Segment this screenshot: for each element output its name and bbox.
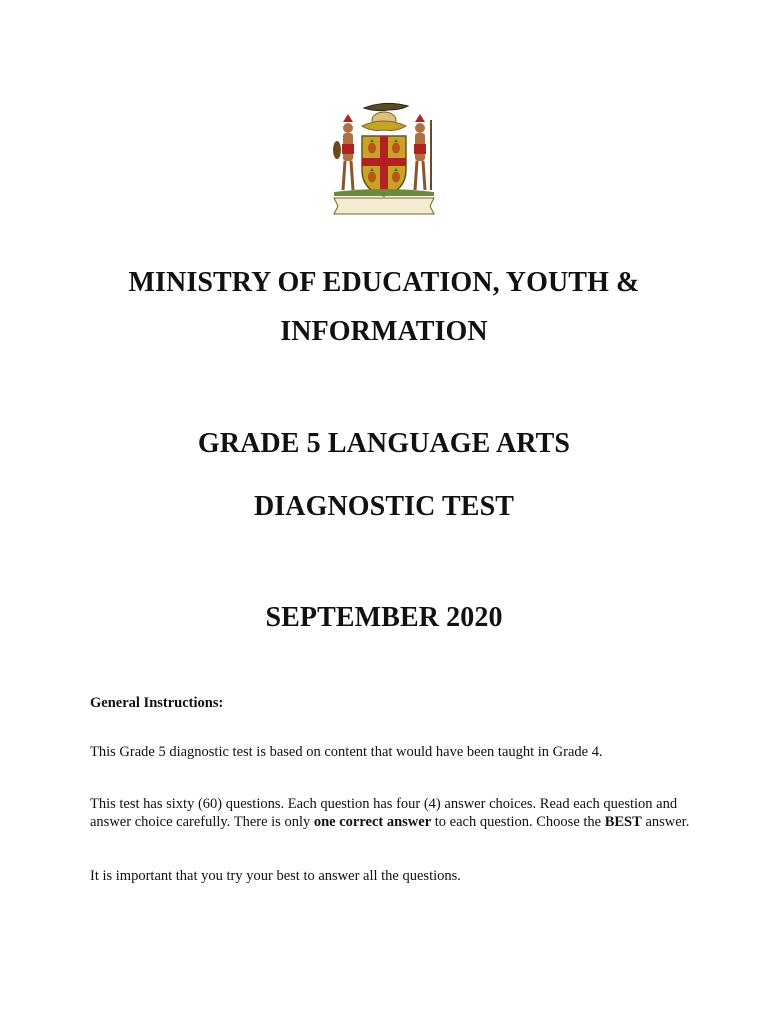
coat-of-arms-icon — [326, 98, 442, 216]
instructions-paragraph-2 — [90, 795, 690, 831]
emphasis-best: BEST — [604, 814, 642, 830]
instructions-paragraph-3: It is important that you try your best to answer all the questions. — [90, 868, 461, 884]
subject-title: GRADE 5 LANGUAGE ARTS — [197, 428, 571, 459]
ministry-title-line2: INFORMATION — [280, 316, 488, 347]
test-type-title: DIAGNOSTIC TEST — [253, 491, 515, 522]
instructions-p2-text-1: This test has sixty (60) questions. Each question has four (4) answer choices. Read each question and answer choice carefully. There is only — [90, 796, 678, 830]
instructions-p2-text-3: answer. — [641, 814, 690, 830]
test-date: SEPTEMBER 2020 — [265, 602, 503, 633]
ministry-title-line1: MINISTRY OF EDUCATION, YOUTH & — [128, 267, 640, 298]
instructions-p2-text-2: to each question. Choose the — [431, 814, 605, 830]
coat-of-arms-emblem — [326, 98, 442, 216]
instructions-paragraph-1: This Grade 5 diagnostic test is based on content that would have been taught in Grade 4. — [90, 744, 603, 760]
emphasis-one-correct-answer: one correct answer — [313, 814, 432, 830]
instructions-heading: General Instructions: — [90, 695, 224, 711]
